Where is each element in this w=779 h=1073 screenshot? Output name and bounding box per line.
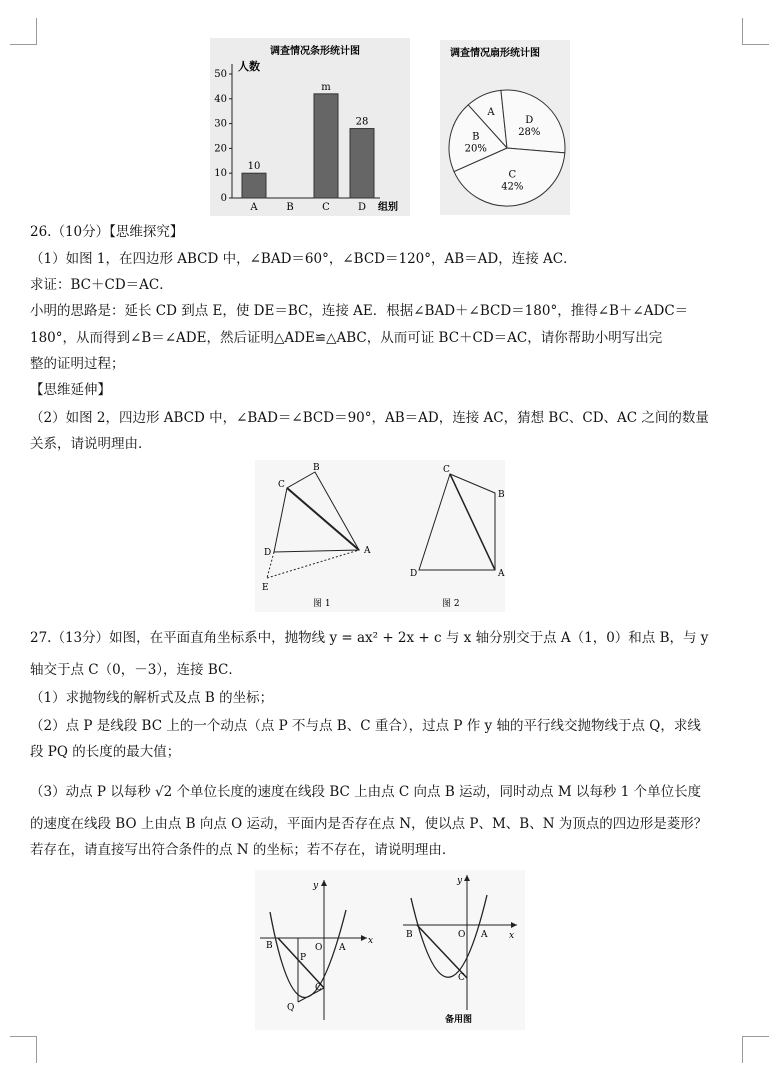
q27-main-label-c: C <box>315 983 322 993</box>
fig2-label-d: D <box>410 569 418 579</box>
q27-spare-caption: 备用图 <box>445 1015 473 1025</box>
fig1-label-b: B <box>313 463 320 473</box>
q27-main-label-y: y <box>313 881 319 891</box>
bar-category-label-d: D <box>357 202 367 213</box>
q27-main-label-a: A <box>339 943 346 953</box>
bar-chart <box>210 38 410 216</box>
fig2-label-c: C <box>443 465 450 475</box>
q27-main-label-p: P <box>300 953 307 963</box>
q27-main-label-o: O <box>315 943 323 953</box>
fig1-label-c: C <box>278 480 285 490</box>
q26-header: 26.（10分）【思维探究】 <box>30 224 184 240</box>
q26-hint-line2: 180°，从而得到∠B＝∠ADE，然后证明△ADE≌△ABC，从而可证 BC＋CD＝AC，请你帮助小明写出完 <box>30 330 663 346</box>
q26-hint-line1: 小明的思路是：延长 CD 到点 E，使 DE＝BC，连接 AE．根据∠BAD＋∠BCD＝180°，推得∠B＋∠ADC＝ <box>30 303 689 319</box>
fig2-label-a: A <box>498 569 505 579</box>
crop-mark-bottom-right <box>742 1036 769 1063</box>
bar-y-tick-label: 10 <box>214 168 227 180</box>
q27-part3-line3: 若存在，请直接写出符合条件的点 N 的坐标；若不存在，请说明理由． <box>30 842 456 858</box>
pie-label-a: A <box>487 106 495 118</box>
fig1-caption: 图 1 <box>313 599 331 609</box>
bar-a <box>242 173 266 198</box>
fig1-label-a: A <box>364 546 371 556</box>
q26-hint-line3: 整的证明过程； <box>30 356 125 372</box>
bar-category-label-b: B <box>286 202 294 213</box>
q26-part1: （1）如图 1，在四边形 ABCD 中，∠BAD＝60°，∠BCD＝120°，AB＝AD，连接 AC． <box>30 251 577 267</box>
bar-category-label-a: A <box>250 202 258 213</box>
pie-label-c: C <box>508 169 517 181</box>
q26-prove: 求证：BC＋CD＝AC． <box>30 277 173 293</box>
pie-chart-marks <box>449 90 565 206</box>
fig1-label-d: D <box>264 548 272 558</box>
q27-line1: 27.（13分）如图，在平面直角坐标系中，抛物线 y = ax² + 2x + c 与 x 轴分别交于点 A（1，0）和点 B，与 y <box>30 630 709 646</box>
bar-y-tick-label: 0 <box>220 193 227 204</box>
fig2-label-b: B <box>498 490 505 500</box>
q26-extension-heading: 【思维延伸】 <box>30 382 111 398</box>
q27-part2-line2: 段 PQ 的长度的最大值； <box>30 744 181 760</box>
fig2-caption: 图 2 <box>442 599 460 609</box>
pie-label-b: B <box>472 131 480 143</box>
q27-spare-label-c: C <box>458 973 465 983</box>
q26-part2-line1: （2）如图 2，四边形 ABCD 中，∠BAD＝∠BCD＝90°，AB＝AD，连接 AC，猜想 BC、CD、AC 之间的数量 <box>30 410 709 426</box>
pie-percent-b: 20% <box>464 143 487 155</box>
q27-main-label-b: B <box>266 941 273 951</box>
q27-spare-label-x: x <box>509 931 515 941</box>
bar-chart-title: 调查情况条形统计图 <box>270 46 360 57</box>
pie-chart <box>440 40 570 215</box>
bar-y-tick-label: 20 <box>214 143 227 155</box>
q27-main-label-x: x <box>368 936 374 946</box>
bar-category-label-c: C <box>322 202 330 213</box>
pie-label-d: D <box>525 115 534 127</box>
q27-spare-label-y: y <box>457 876 463 886</box>
q27-part3-line1: （3）动点 P 以每秒 √2 个单位长度的速度在线段 BC 上由点 C 向点 B 运动，同时动点 M 以每秒 1 个单位长度 <box>30 784 702 800</box>
q27-line2: 轴交于点 C（0，－3），连接 BC． <box>30 662 242 678</box>
q27-spare-label-b: B <box>406 930 413 940</box>
bar-data-label-d: 28 <box>355 116 369 128</box>
q27-part1: （1）求抛物线的解析式及点 B 的坐标； <box>30 690 274 706</box>
crop-mark-bottom-left <box>10 1036 37 1063</box>
bar-y-tick-label: 50 <box>214 69 227 80</box>
q26-figures <box>255 460 505 612</box>
q27-part3-line2: 的速度在线段 BO 上由点 B 向点 O 运动，平面内是否存在点 N，使以点 P、M、B、N 为顶点的四边形是菱形？ <box>30 816 708 832</box>
bar-c <box>314 94 338 198</box>
pie-percent-c: 42% <box>501 181 524 193</box>
pie-chart-title: 调查情况扇形统计图 <box>450 48 540 59</box>
q27-spare-label-o: O <box>458 930 466 940</box>
q27-main-label-q: Q <box>287 1003 295 1013</box>
bar-data-label-a: 10 <box>247 161 261 173</box>
q27-spare-label-a: A <box>481 930 488 940</box>
bar-chart-xlabel: 组别 <box>378 202 398 213</box>
bar-d <box>350 129 374 198</box>
bar-data-label-c: m <box>321 81 331 93</box>
bar-y-tick-label: 30 <box>214 118 227 130</box>
q26-part2-line2: 关系，请说明理由． <box>30 436 152 452</box>
crop-mark-top-left <box>10 18 37 45</box>
bar-chart-ylabel: 人数 <box>238 60 260 73</box>
pie-percent-d: 28% <box>518 127 541 139</box>
crop-mark-top-right <box>742 18 769 45</box>
fig1-label-e: E <box>262 583 269 593</box>
q27-part2-line1: （2）点 P 是线段 BC 上的一个动点（点 P 不与点 B、C 重合），过点 P 作 y 轴的平行线交抛物线于点 Q，求线 <box>30 718 701 734</box>
q27-figures <box>255 870 525 1030</box>
bar-y-tick-label: 40 <box>214 93 227 105</box>
